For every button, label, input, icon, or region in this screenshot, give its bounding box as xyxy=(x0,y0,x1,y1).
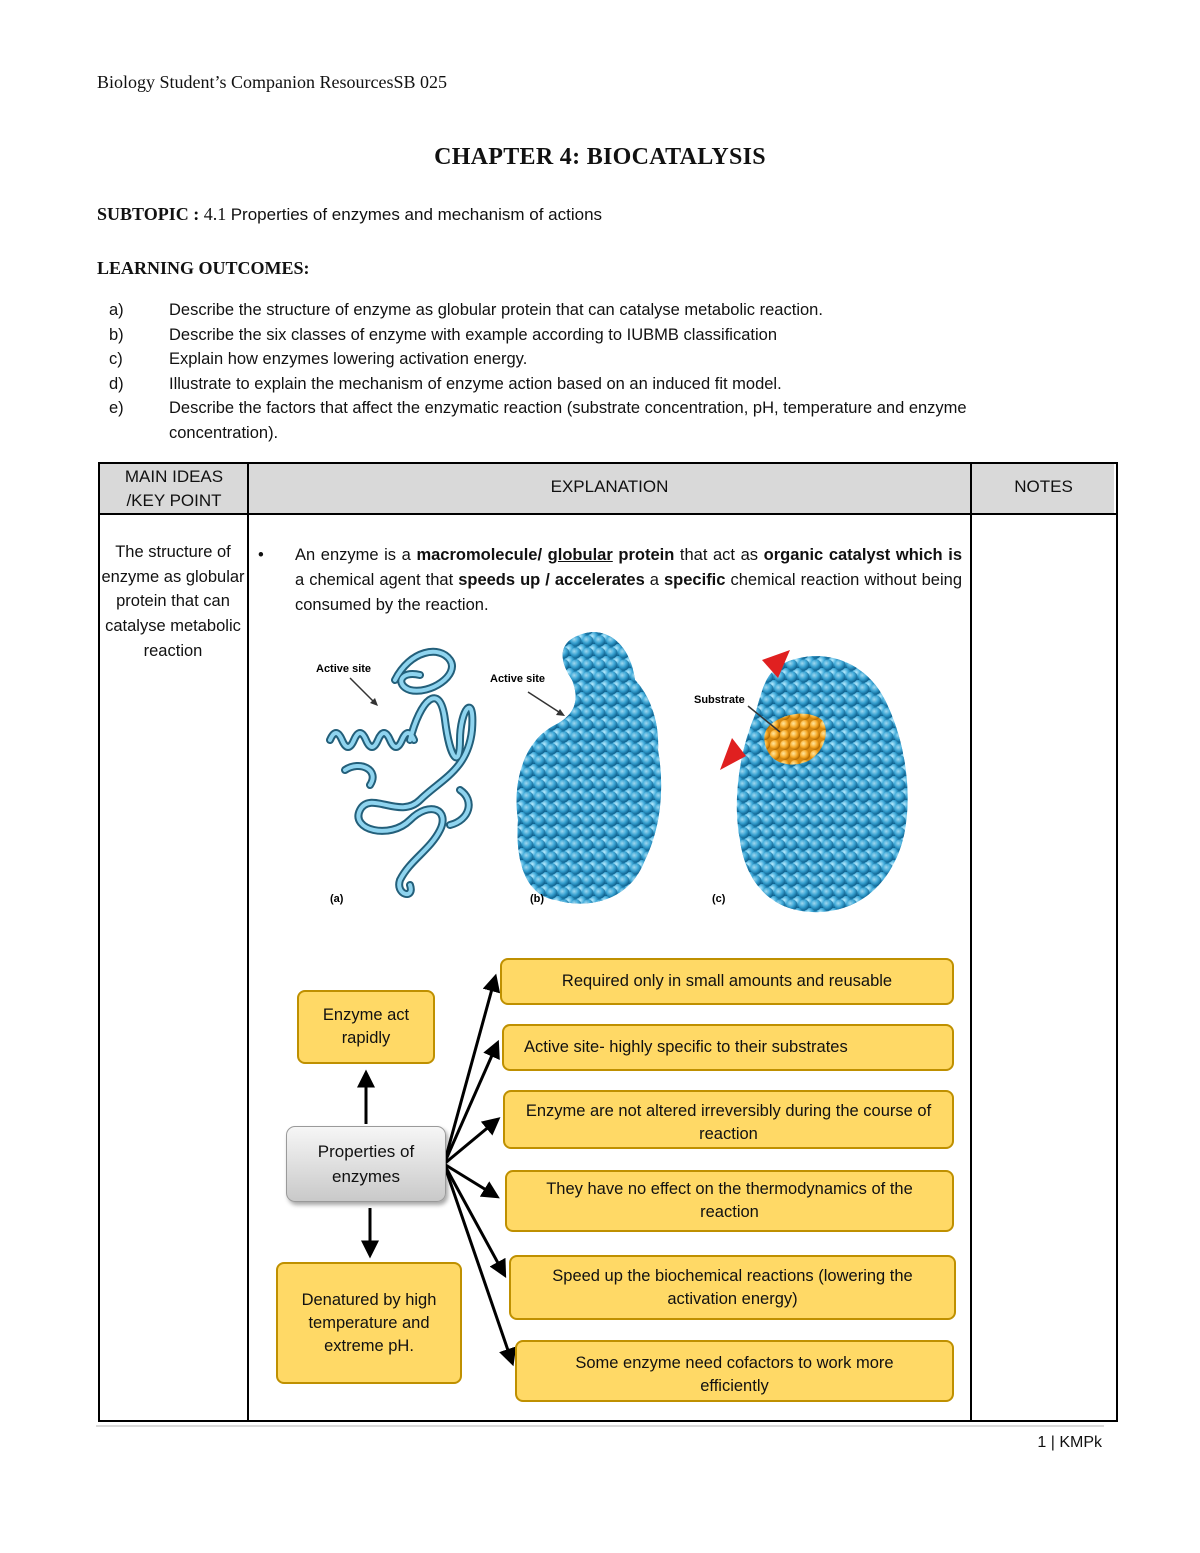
footer-separator: | xyxy=(1050,1434,1055,1451)
property-box-speed-up: Speed up the biochemical reactions (lowering the activation energy) xyxy=(509,1255,956,1320)
label-panel-b: (b) xyxy=(530,893,545,905)
ribbon-model-icon xyxy=(330,652,472,894)
enzyme-structure-figure xyxy=(300,620,920,920)
property-box-not-altered: Enzyme are not altered irreversibly during the course of reaction xyxy=(503,1090,954,1149)
running-header: Biology Student’s Companion ResourcesSB 025 xyxy=(97,72,448,92)
bullet-icon: • xyxy=(258,546,264,564)
arrowhead-icon xyxy=(556,709,565,716)
outcome-item: c) Explain how enzymes lowering activation energy. xyxy=(109,350,528,368)
page-number: 1 xyxy=(1037,1434,1047,1451)
chapter-title: CHAPTER 4: BIOCATALYSIS xyxy=(434,144,766,170)
pointer-arrow-icon xyxy=(528,692,562,714)
header-main-ideas: MAIN IDEAS /KEY POINT xyxy=(124,467,224,510)
subtopic-line xyxy=(97,204,602,225)
explanation-paragraph: • An enzyme is a macromolecule/ globular protein that act as organic catalyst which is a chemical agent that speeds up / accelerates a specific chemical reaction without being consumed by the reaction. xyxy=(258,543,962,618)
property-box-act-rapidly: Enzyme act rapidly xyxy=(297,990,435,1064)
label-substrate: Substrate xyxy=(694,694,745,706)
footer-rule xyxy=(96,1425,1104,1427)
arrow-right-icon xyxy=(444,1120,497,1164)
label-active-site-a: Active site xyxy=(316,663,372,675)
main-idea-text: The structure of enzyme as globular protein that can catalyse metabolic reaction xyxy=(101,543,245,660)
property-box-specific-site: Active site- highly specific to their substrates xyxy=(502,1024,954,1071)
footer-org: KMPk xyxy=(1059,1434,1102,1451)
subtopic-text: Properties of enzymes and mechanism of actions xyxy=(230,205,603,224)
header-explanation: EXPLANATION xyxy=(550,477,669,496)
arrow-right-icon xyxy=(444,1164,504,1274)
subtopic-number: 4.1 xyxy=(203,204,227,224)
learning-outcomes-list xyxy=(97,298,1057,445)
arrow-right-icon xyxy=(444,978,495,1164)
outcome-item: b) Describe the six classes of enzyme with example according to IUBMB classification xyxy=(109,325,777,344)
outcome-item: a) Describe the structure of enzyme as globular protein that can catalyse metabolic reaction. xyxy=(109,301,823,319)
learning-outcomes-heading: LEARNING OUTCOMES: xyxy=(97,258,310,278)
subtopic-label: SUBTOPIC : xyxy=(97,204,200,224)
property-box-small-amounts: Required only in small amounts and reusable xyxy=(500,958,954,1005)
properties-center-box: Properties of enzymes xyxy=(286,1126,446,1202)
property-box-denatured: Denatured by high temperature and extreme pH. xyxy=(276,1262,462,1384)
property-box-thermodynamics: They have no effect on the thermodynamics of the reaction xyxy=(505,1170,954,1232)
pointer-arrow-icon xyxy=(350,678,376,704)
header-divider xyxy=(100,513,1116,515)
label-active-site-b: Active site xyxy=(490,673,546,685)
page-footer xyxy=(1037,1434,1102,1452)
property-box-cofactors: Some enzyme need cofactors to work more efficiently xyxy=(515,1340,954,1402)
column-divider xyxy=(247,464,249,1420)
column-divider xyxy=(970,464,972,1420)
outcome-item: e) Describe the factors that affect the enzymatic reaction (substrate concentration, pH, temperature and enzyme concentration). xyxy=(109,399,967,442)
header-notes: NOTES xyxy=(1014,477,1073,496)
label-panel-c: (c) xyxy=(712,893,726,905)
label-panel-a: (a) xyxy=(330,893,344,905)
enzyme-substrate-model-icon xyxy=(737,656,908,912)
outcome-item: d) Illustrate to explain the mechanism of enzyme action based on an induced fit model. xyxy=(109,374,782,393)
